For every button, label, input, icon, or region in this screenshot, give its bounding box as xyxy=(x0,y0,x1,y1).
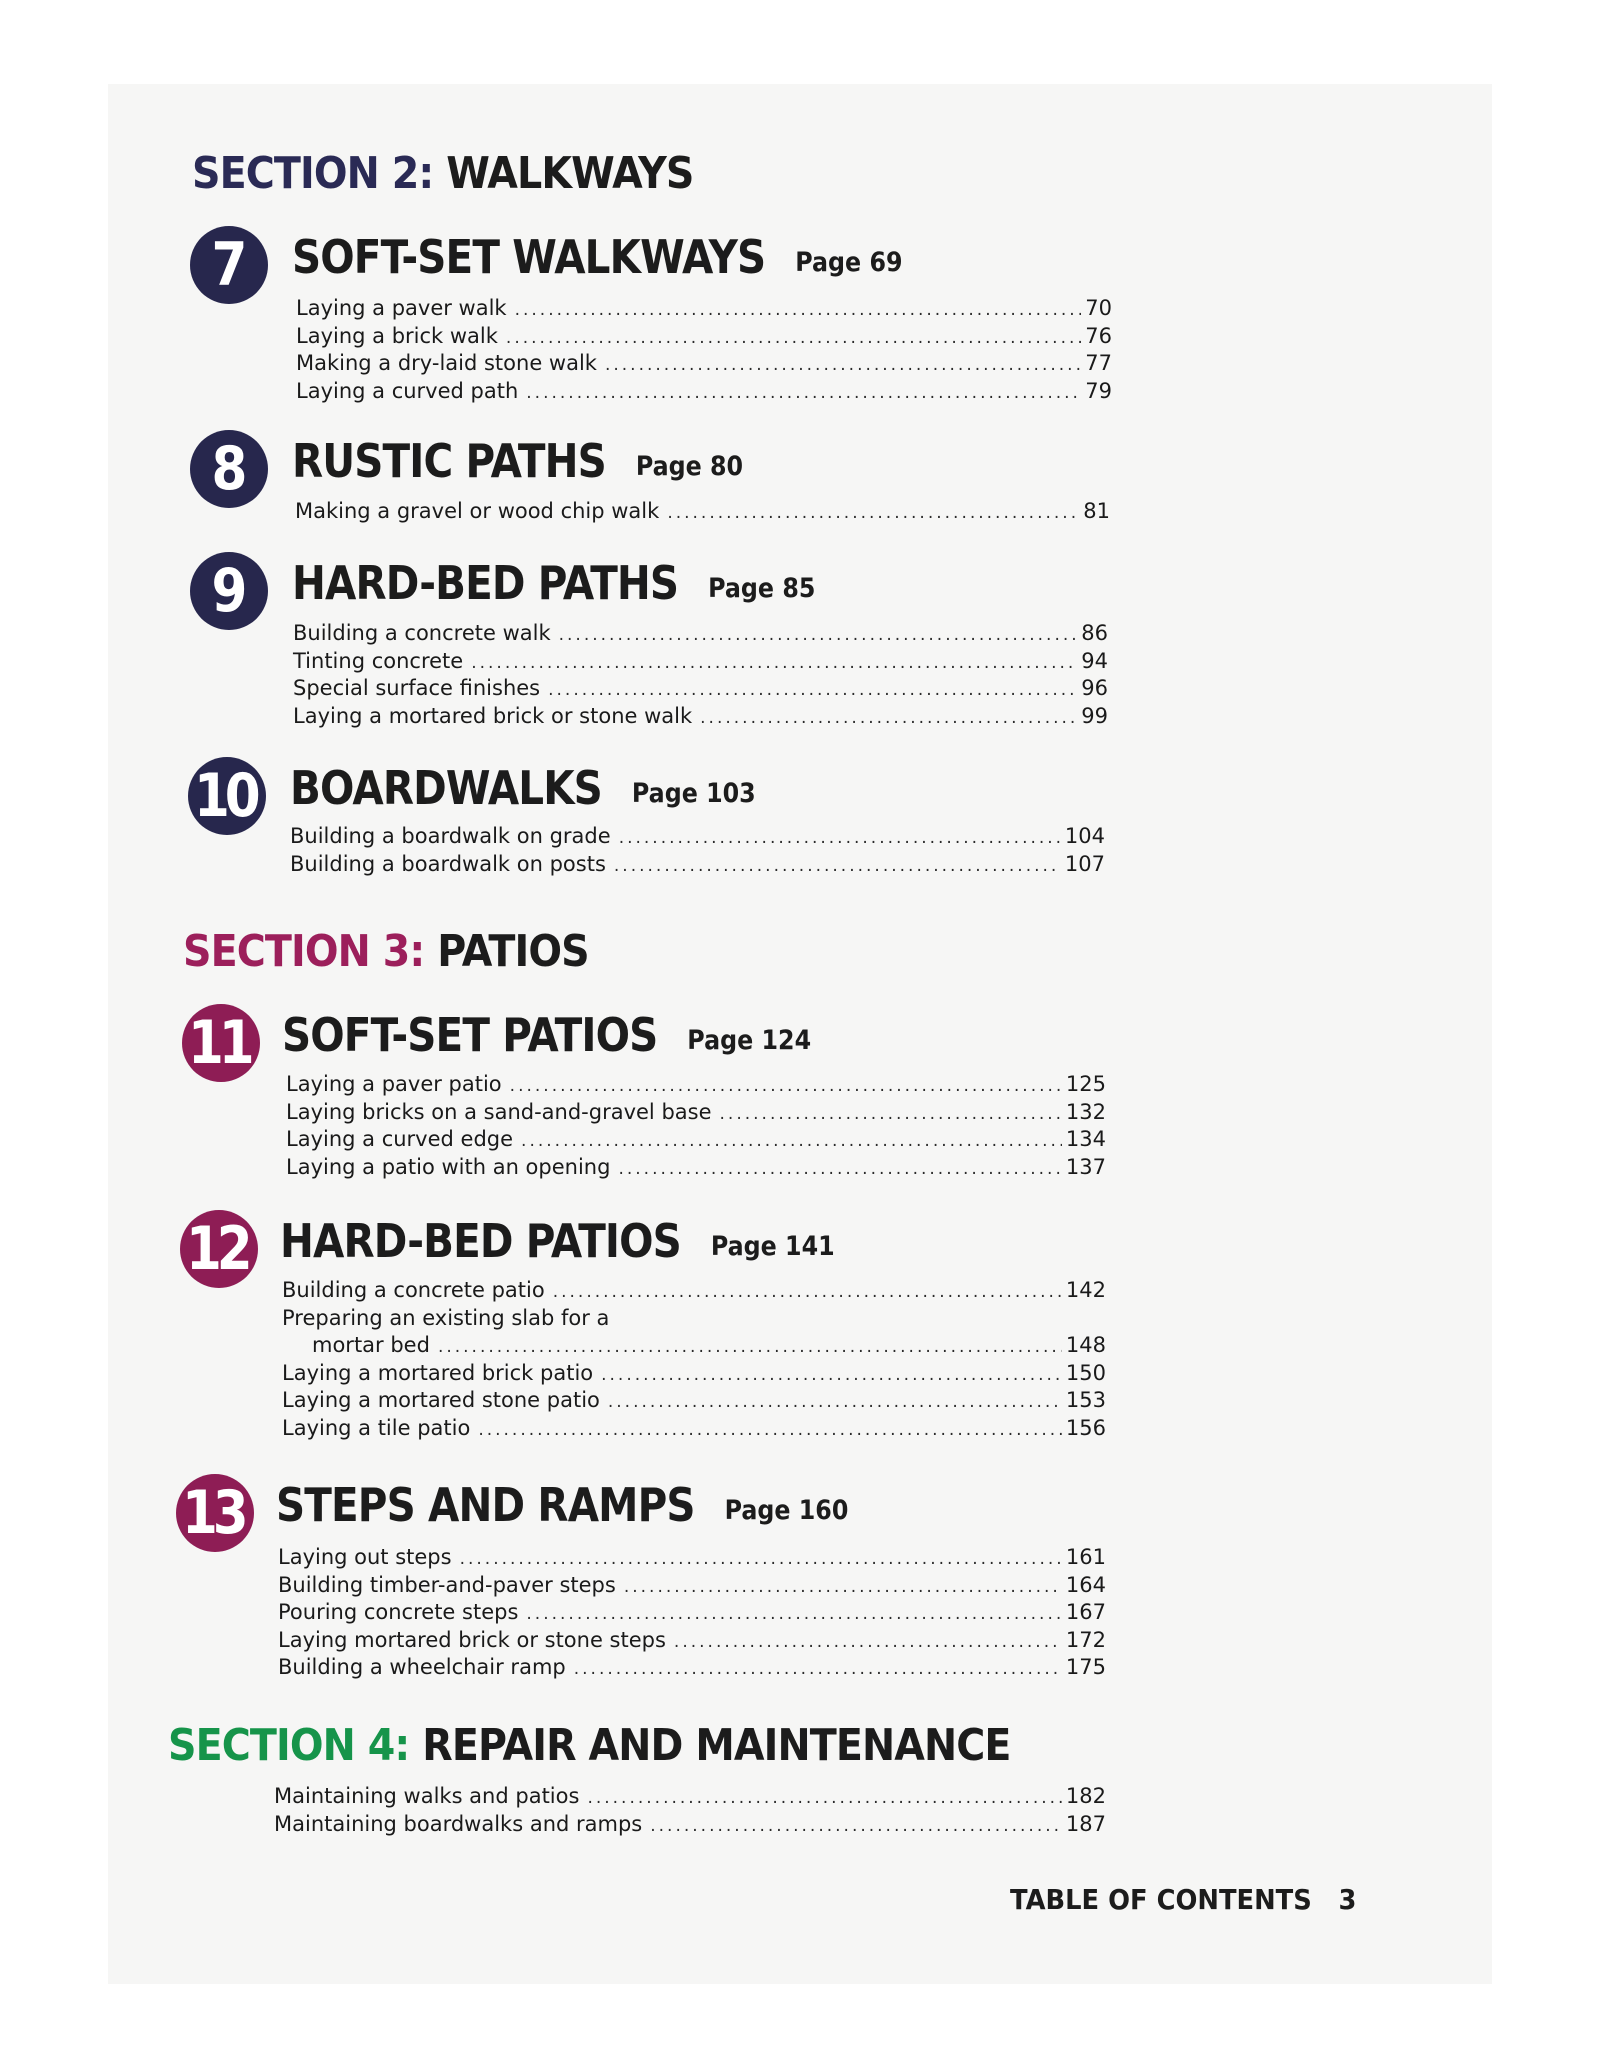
chapter-number-badge: 7 xyxy=(190,226,268,304)
toc-entry[interactable]: Pouring concrete steps ..... 167 xyxy=(278,1599,1106,1627)
toc-entry[interactable]: Laying a curved edge ..... 134 xyxy=(286,1126,1106,1154)
toc-entry[interactable]: Special surface finishes ..... 96 xyxy=(293,675,1108,703)
chapter-page: Page 85 xyxy=(708,573,816,604)
section-4-entries xyxy=(274,1783,1106,1838)
section-heading xyxy=(168,1720,1011,1771)
toc-entry[interactable]: Making a gravel or wood chip walk ..... 81 xyxy=(295,498,1110,526)
page-footer xyxy=(1010,1883,1371,1916)
toc-entry[interactable]: Laying a tile patio ..... 156 xyxy=(282,1415,1106,1443)
toc-entry[interactable]: Building a boardwalk on posts ..... 107 xyxy=(290,851,1105,879)
chapter-12-entries xyxy=(282,1277,1106,1442)
section-label: SECTION 2: xyxy=(192,148,434,199)
footer-label: TABLE OF CONTENTS xyxy=(1010,1883,1312,1916)
toc-entry[interactable]: mortar bed ..... 148 xyxy=(282,1332,1106,1360)
section-name: PATIOS xyxy=(424,926,589,977)
toc-entry[interactable]: Laying a patio with an opening ..... 137 xyxy=(286,1154,1106,1182)
toc-entry[interactable]: Laying a mortared stone patio ..... 153 xyxy=(282,1387,1106,1415)
chapter-8-entries xyxy=(295,498,1110,526)
toc-entry[interactable]: Laying out steps ..... 161 xyxy=(278,1544,1106,1572)
section-label: SECTION 3: xyxy=(183,926,425,977)
toc-entry[interactable]: Laying a paver patio ..... 125 xyxy=(286,1071,1106,1099)
toc-entry[interactable]: Laying a mortared brick patio ..... 150 xyxy=(282,1360,1106,1388)
chapter-page: Page 124 xyxy=(687,1025,812,1056)
chapter-page: Page 69 xyxy=(795,247,903,278)
chapter-13-entries xyxy=(278,1544,1106,1682)
chapter-page: Page 141 xyxy=(710,1231,835,1262)
toc-entry[interactable]: Building a boardwalk on grade ..... 104 xyxy=(290,823,1105,851)
chapter-11-entries xyxy=(286,1071,1106,1181)
chapter-9-entries xyxy=(293,620,1108,730)
toc-entry[interactable]: Laying a brick walk ..... 76 xyxy=(296,323,1112,351)
chapter-page: Page 103 xyxy=(631,778,756,809)
chapter-page: Page 80 xyxy=(635,451,744,482)
toc-entry[interactable]: Laying bricks on a sand-and-gravel base ..... 132 xyxy=(286,1099,1106,1127)
section-label: SECTION 4: xyxy=(168,1720,410,1771)
chapter-10-entries xyxy=(290,823,1105,878)
chapter-title: HARD-BED PATHS Page 85 xyxy=(292,556,816,610)
section-name: REPAIR AND MAINTENANCE xyxy=(409,1720,1011,1771)
chapter-number-badge: 8 xyxy=(190,430,268,508)
chapter-number-badge: 10 xyxy=(188,757,266,835)
chapter-title: HARD-BED PATIOS Page 141 xyxy=(280,1214,835,1268)
section-name: WALKWAYS xyxy=(433,148,694,199)
toc-entry[interactable]: Maintaining boardwalks and ramps ..... 187 xyxy=(274,1811,1106,1839)
toc-entry[interactable]: Making a dry-laid stone walk ..... 77 xyxy=(296,350,1112,378)
chapter-7-entries xyxy=(296,295,1112,405)
toc-entry[interactable]: Laying a paver walk ..... 70 xyxy=(296,295,1112,323)
chapter-title: SOFT-SET WALKWAYS Page 69 xyxy=(292,230,903,284)
chapter-number-badge: 13 xyxy=(176,1474,254,1552)
page-number: 3 xyxy=(1338,1883,1357,1916)
chapter-number-badge: 9 xyxy=(190,552,268,630)
toc-entry[interactable]: Building a concrete patio ..... 142 xyxy=(282,1277,1106,1305)
chapter-title: RUSTIC PATHS Page 80 xyxy=(292,434,744,488)
toc-entry[interactable]: Building a wheelchair ramp ..... 175 xyxy=(278,1654,1106,1682)
toc-entry[interactable]: Laying mortared brick or stone steps ..... 172 xyxy=(278,1627,1106,1655)
toc-entry[interactable]: Maintaining walks and patios ..... 182 xyxy=(274,1783,1106,1811)
chapter-number-badge: 11 xyxy=(182,1004,260,1082)
chapter-number-badge: 12 xyxy=(180,1210,258,1288)
toc-entry[interactable]: Building timber-and-paver steps ..... 164 xyxy=(278,1572,1106,1600)
toc-entry[interactable]: Laying a curved path ..... 79 xyxy=(296,378,1112,406)
section-heading xyxy=(183,926,589,977)
chapter-page: Page 160 xyxy=(724,1495,849,1526)
toc-entry[interactable]: Laying a mortared brick or stone walk ..... 99 xyxy=(293,703,1108,731)
chapter-title: SOFT-SET PATIOS Page 124 xyxy=(282,1008,812,1062)
section-heading xyxy=(192,148,693,199)
toc-entry[interactable]: Preparing an existing slab for a xyxy=(282,1305,610,1330)
chapter-title: BOARDWALKS Page 103 xyxy=(290,761,756,815)
toc-entry[interactable]: Building a concrete walk ..... 86 xyxy=(293,620,1108,648)
chapter-title: STEPS AND RAMPS Page 160 xyxy=(276,1478,849,1532)
toc-entry[interactable]: Tinting concrete ..... 94 xyxy=(293,648,1108,676)
